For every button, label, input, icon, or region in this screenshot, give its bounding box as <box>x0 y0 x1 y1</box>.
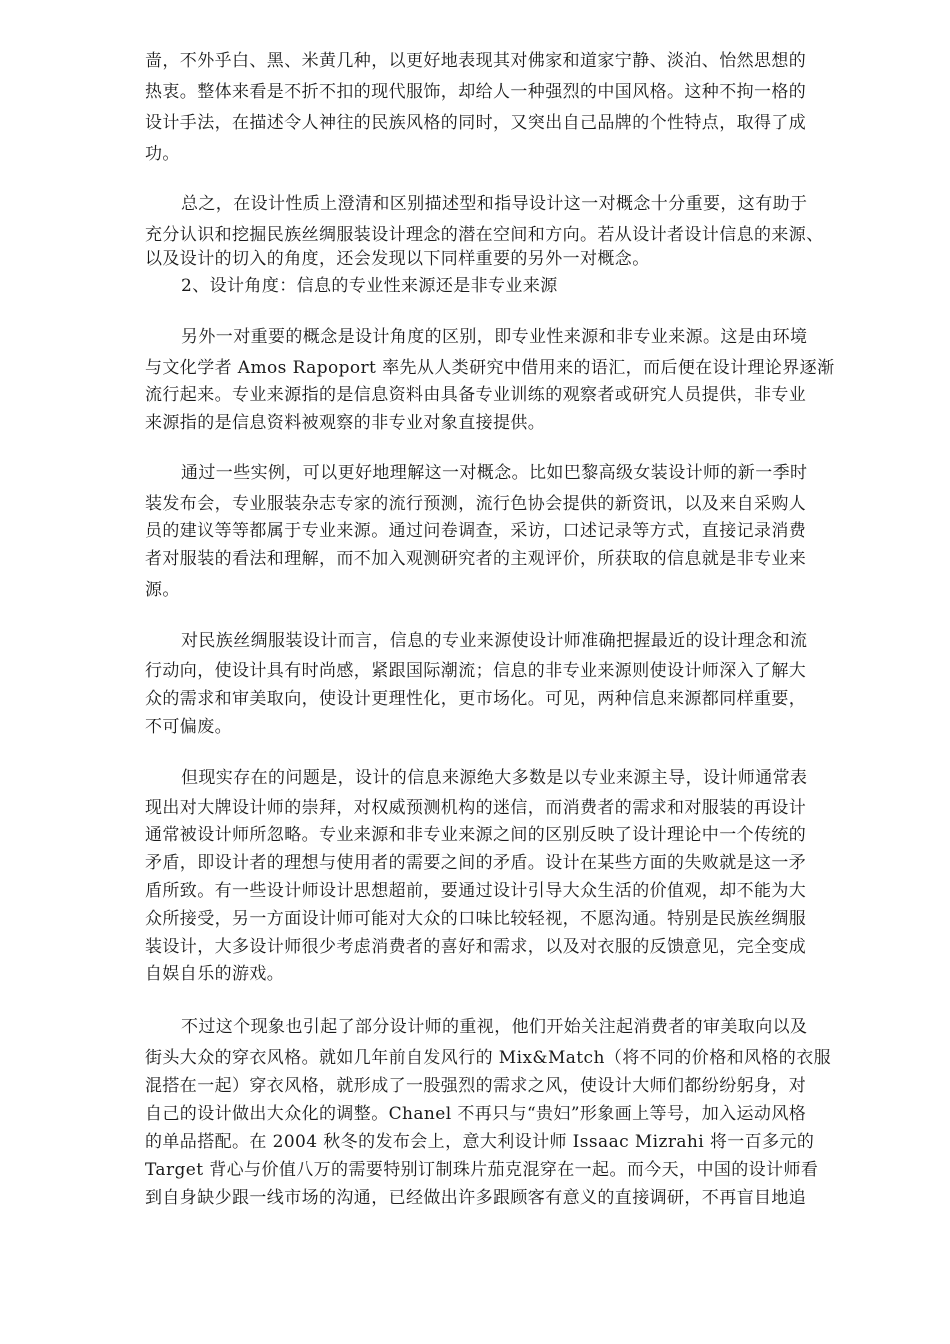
text-line: 众的需求和审美取向，使设计更理性化，更市场化。可见，两种信息来源都同样重要， <box>145 689 807 709</box>
text-line: 对民族丝绸服装设计而言，信息的专业来源使设计师准确把握最近的设计理念和流 <box>181 631 808 651</box>
text-line: 自己的设计做出大众化的调整。Chanel 不再只与“贵妇”形象画上等号，加入运动风格 <box>145 1104 807 1124</box>
text-line: 但现实存在的问题是，设计的信息来源绝大多数是以专业来源主导，设计师通常表 <box>181 768 808 788</box>
text-line: 到自身缺少跟一线市场的沟通，已经做出许多跟顾客有意义的直接调研，不再盲目地追 <box>145 1188 807 1208</box>
text-line: 充分认识和挖掘民族丝绸服装设计理念的潜在空间和方向。若从设计者设计信息的来源、 <box>145 225 824 245</box>
text-line: 设计手法，在描述令人神往的民族风格的同时，又突出自己品牌的个性特点，取得了成 <box>145 113 807 133</box>
text-line: Target 背心与价值八万的需要特别订制珠片茄克混穿在一起。而今天，中国的设计师看 <box>145 1160 819 1180</box>
text-line: 自娱自乐的游戏。 <box>145 964 285 984</box>
text-line: 的单品搭配。在 2004 秋冬的发布会上，意大利设计师 Issaac Mizrahi 将一百多元的 <box>145 1132 815 1152</box>
text-line: 另外一对重要的概念是设计角度的区别，即专业性来源和非专业来源。这是由环境 <box>181 327 808 347</box>
text-line: 来源指的是信息资料被观察的非专业对象直接提供。 <box>145 413 546 433</box>
text-line: 总之，在设计性质上澄清和区别描述型和指导设计这一对概念十分重要，这有助于 <box>181 194 808 214</box>
text-line: 员的建议等等都属于专业来源。通过问卷调查，采访，口述记录等方式，直接记录消费 <box>145 521 807 541</box>
text-line: 混搭在一起）穿衣风格，就形成了一股强烈的需求之风，使设计大师们都纷纷躬身，对 <box>145 1076 807 1096</box>
text-line: 矛盾，即设计者的理想与使用者的需要之间的矛盾。设计在某些方面的失败就是这一矛 <box>145 853 807 873</box>
text-line: 街头大众的穿衣风格。就如几年前自发风行的 Mix&Match（将不同的价格和风格的衣服 <box>145 1048 832 1068</box>
text-line: 装设计，大多设计师很少考虑消费者的喜好和需求，以及对衣服的反馈意见，完全变成 <box>145 937 807 957</box>
text-line: 装发布会，专业服装杂志专家的流行预测，流行色协会提供的新资讯，以及来自采购人 <box>145 494 807 514</box>
text-line: 通常被设计师所忽略。专业来源和非专业来源之间的区别反映了设计理论中一个传统的 <box>145 825 807 845</box>
text-line: 现出对大牌设计师的崇拜，对权威预测机构的迷信，而消费者的需求和对服装的再设计 <box>145 798 807 818</box>
text-line: 流行起来。专业来源指的是信息资料由具备专业训练的观察者或研究人员提供，非专业 <box>145 385 807 405</box>
text-line: 热衷。整体来看是不折不扣的现代服饰，却给人一种强烈的中国风格。这种不拘一格的 <box>145 82 807 102</box>
text-line: 不可偏废。 <box>145 717 232 737</box>
text-line: 通过一些实例，可以更好地理解这一对概念。比如巴黎高级女装设计师的新一季时 <box>181 463 808 483</box>
text-line: 行动向，使设计具有时尚感，紧跟国际潮流；信息的非专业来源则使设计师深入了解大 <box>145 661 807 681</box>
text-line: 者对服装的看法和理解，而不加入观测研究者的主观评价，所获取的信息就是非专业来 <box>145 549 807 569</box>
text-line: 以及设计的切入的角度，还会发现以下同样重要的另外一对概念。 <box>145 249 650 269</box>
text-line: 与文化学者 Amos Rapoport 率先从人类研究中借用来的语汇，而后便在设计理论界逐渐 <box>145 358 835 378</box>
text-line: 啬，不外乎白、黑、米黄几种，以更好地表现其对佛家和道家宁静、淡泊、怡然思想的 <box>145 51 807 71</box>
text-line: 不过这个现象也引起了部分设计师的重视，他们开始关注起消费者的审美取向以及 <box>181 1017 808 1037</box>
text-line: 功。 <box>145 144 180 164</box>
text-line: 源。 <box>145 580 180 600</box>
text-line: 众所接受，另一方面设计师可能对大众的口味比较轻视，不愿沟通。特别是民族丝绸服 <box>145 909 807 929</box>
section-heading: 2、设计角度：信息的专业性来源还是非专业来源 <box>181 276 558 296</box>
text-line: 盾所致。有一些设计师设计思想超前，要通过设计引导大众生活的价值观，却不能为大 <box>145 881 807 901</box>
